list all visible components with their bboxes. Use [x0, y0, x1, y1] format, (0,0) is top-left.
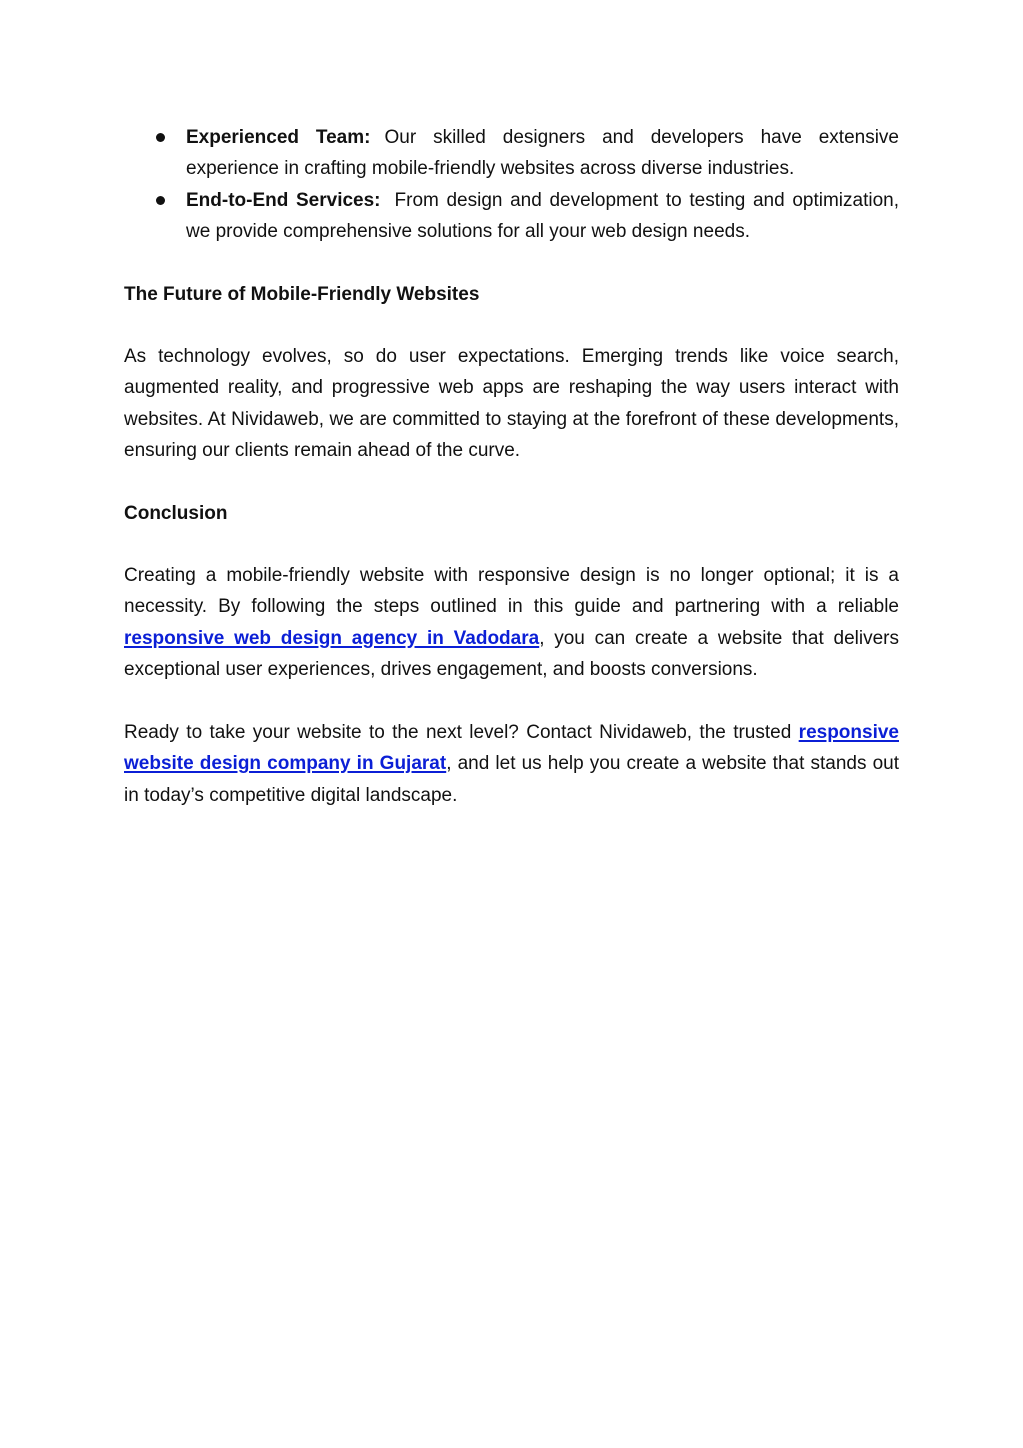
conclusion-paragraph-2 [124, 717, 899, 811]
bullet-icon [156, 196, 165, 205]
future-paragraph: As technology evolves, so do user expectations. Emerging trends like voice search, augmented reality, and progressive web apps are reshaping the way users interact with websites. At Nividaweb, we are committed to staying at the forefront of these developments, ensuring our clients remain ahead of the curve. [124, 346, 899, 462]
future-heading: The Future of Mobile-Friendly Websites [124, 283, 480, 305]
bullet-term: End-to-End Services: [186, 189, 381, 211]
bullet-text: From design and development to testing and optimization, we provide comprehensive solutions for all your web design needs. [186, 189, 899, 243]
document-page [124, 122, 899, 811]
bullet-term: Experienced Team: [186, 127, 371, 148]
bullet-text: Our skilled designers and developers have extensive experience in crafting mobile-friendly websites across diverse industries. [186, 127, 899, 180]
bullet-item-experienced-team [124, 122, 899, 185]
paragraph-text: Ready to take your website to the next level? Contact Nividaweb, the trusted [124, 721, 799, 743]
bullet-item-end-to-end-services [124, 185, 899, 248]
paragraph-text: , you can create a website that delivers exceptional user experiences, drives engagement, and boosts conversions. [124, 627, 899, 681]
features-bullet-list [124, 122, 899, 248]
bullet-icon [156, 133, 165, 142]
conclusion-heading: Conclusion [124, 502, 228, 524]
conclusion-paragraph-1 [124, 560, 899, 686]
paragraph-text: Creating a mobile-friendly website with responsive design is no longer optional; it is a necessity. By following the steps outlined in this guide and partnering with a reliable [124, 565, 899, 618]
paragraph-text: , and let us help you create a website that stands out in today’s competitive digital landscape. [124, 753, 899, 806]
gujarat-company-link[interactable]: responsive website design company in Gujarat [124, 721, 899, 775]
vadodara-agency-link[interactable]: responsive web design agency in Vadodara [124, 627, 540, 649]
